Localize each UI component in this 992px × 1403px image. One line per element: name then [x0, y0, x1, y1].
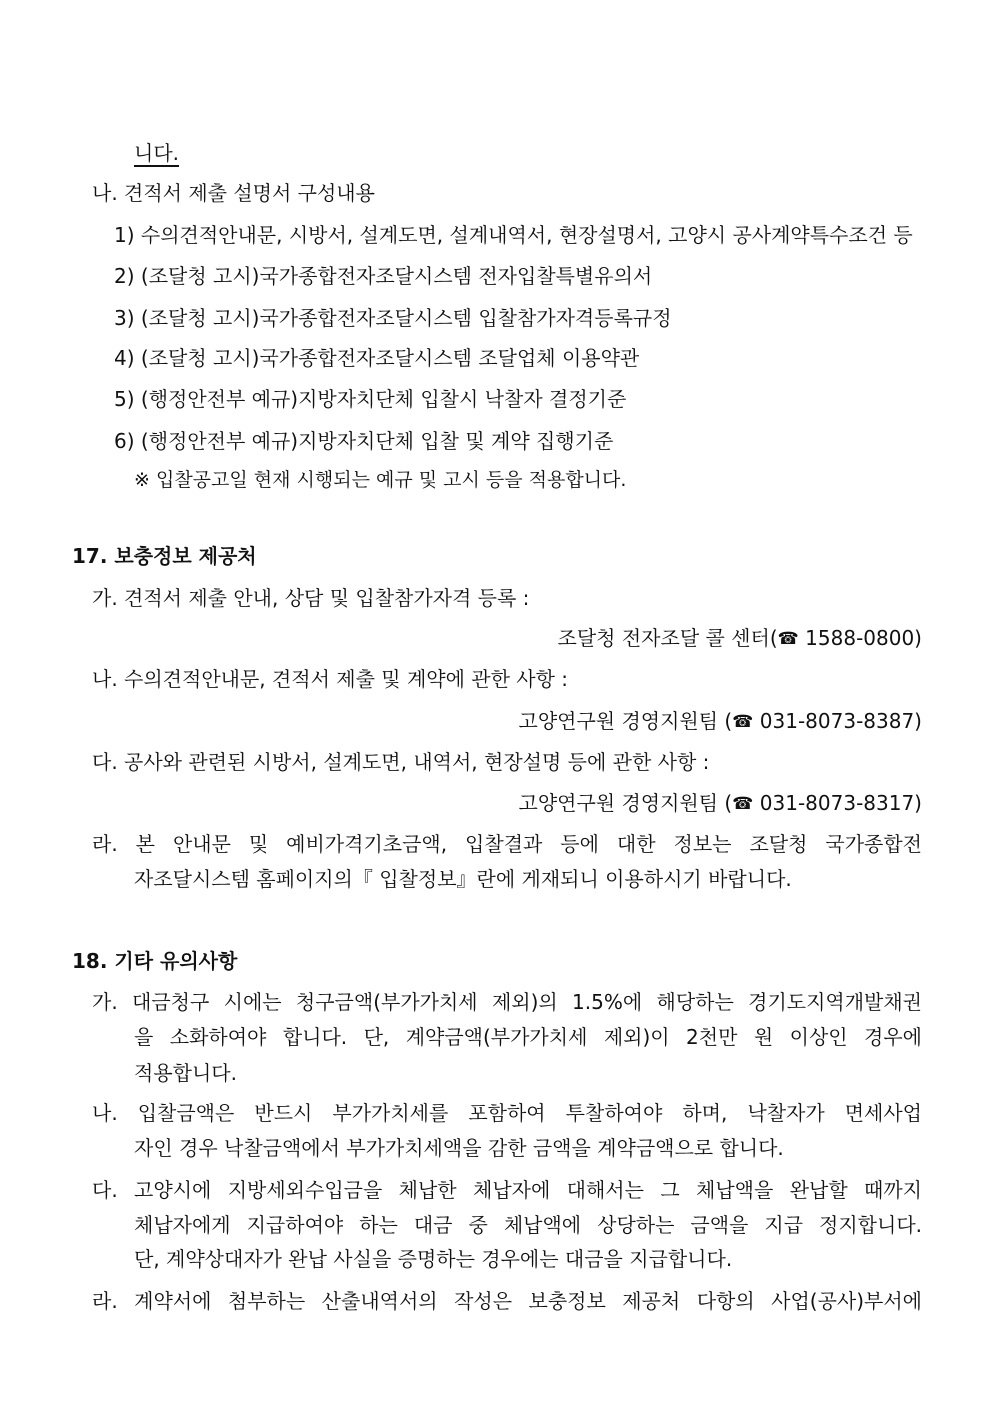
section17-da: 다. 공사와 관련된 시방서, 설계도면, 내역서, 현장설명 등에 관한 사항 :	[92, 750, 710, 774]
section18-ra-line1: 라. 계약서에 첨부하는 산출내역서의 작성은 보충정보 제공처 다항의 사업(공사)부서에	[92, 1289, 922, 1313]
contact-phone: 031-8073-8387)	[753, 709, 922, 733]
section18-ga-line3: 적용합니다.	[134, 1061, 237, 1085]
section18-da-line1: 다. 고양시에 지방세외수입금을 체납한 체납자에 대해서는 그 체납액을 완납할 때까지	[92, 1178, 922, 1202]
section17-ga-contact	[558, 623, 922, 655]
section17-na: 나. 수의견적안내문, 견적서 제출 및 계약에 관한 사항 :	[92, 667, 569, 691]
phone-icon: ☎	[732, 794, 754, 814]
list-item: 6) (행정안전부 예규)지방자치단체 입찰 및 계약 집행기준	[114, 429, 614, 453]
phone-icon: ☎	[732, 712, 754, 732]
contact-phone: 031-8073-8317)	[753, 791, 922, 815]
section18-na-line1: 나. 입찰금액은 반드시 부가가치세를 포함하여 투찰하여야 하며, 낙찰자가 면세사업	[92, 1101, 922, 1125]
list-item: 4) (조달청 고시)국가종합전자조달시스템 조달업체 이용약관	[114, 346, 640, 370]
section17-heading: 17. 보충정보 제공처	[72, 544, 257, 568]
section18-ga-line2: 을 소화하여야 합니다. 단, 계약금액(부가가치세 제외)이 2천만 원 이상인 경우에	[134, 1025, 922, 1049]
phone-icon: ☎	[777, 629, 799, 649]
section18-da-line2: 체납자에게 지급하여야 하는 대금 중 체납액에 상당하는 금액을 지급 정지합니다.	[134, 1213, 922, 1237]
section18-ga-line1: 가. 대금청구 시에는 청구금액(부가가치세 제외)의 1.5%에 해당하는 경기도지역개발채권	[92, 990, 922, 1014]
list-item: 3) (조달청 고시)국가종합전자조달시스템 입찰참가자격등록규정	[114, 306, 672, 330]
list-item: 5) (행정안전부 예규)지방자치단체 입찰시 낙찰자 결정기준	[114, 387, 627, 411]
section18-heading: 18. 기타 유의사항	[72, 949, 238, 973]
section16-na-title: 나. 견적서 제출 설명서 구성내용	[92, 181, 375, 205]
contact-phone: 1588-0800)	[798, 626, 922, 650]
contact-name: 고양연구원 경영지원팀 (	[518, 791, 733, 815]
section17-na-contact	[519, 706, 922, 738]
list-item: 2) (조달청 고시)국가종합전자조달시스템 전자입찰특별유의서	[114, 264, 653, 288]
section18-na-line2: 자인 경우 낙찰금액에서 부가가치세액을 감한 금액을 계약금액으로 합니다.	[134, 1136, 784, 1160]
list-item: 1) 수의견적안내문, 시방서, 설계도면, 설계내역서, 현장설명서, 고양시 공사계약특수조건 등	[114, 223, 913, 247]
section17-ga: 가. 견적서 제출 안내, 상담 및 입찰참가자격 등록 :	[92, 586, 530, 610]
contact-name: 고양연구원 경영지원팀 (	[518, 709, 733, 733]
section17-ra-line2: 자조달시스템 홈페이지의『 입찰정보』란에 게재되니 이용하시기 바랍니다.	[134, 867, 792, 891]
section16-note: ※ 입찰공고일 현재 시행되는 예규 및 고시 등을 적용합니다.	[134, 469, 627, 491]
section17-ra-line1: 라. 본 안내문 및 예비가격기초금액, 입찰결과 등에 대한 정보는 조달청 국가종합전	[92, 832, 922, 856]
section18-da-line3: 단, 계약상대자가 완납 사실을 증명하는 경우에는 대금을 지급합니다.	[134, 1247, 733, 1271]
section17-da-contact	[519, 788, 922, 820]
continuation-text: 니다.	[134, 141, 179, 165]
contact-name: 조달청 전자조달 콜 센터(	[557, 626, 778, 650]
